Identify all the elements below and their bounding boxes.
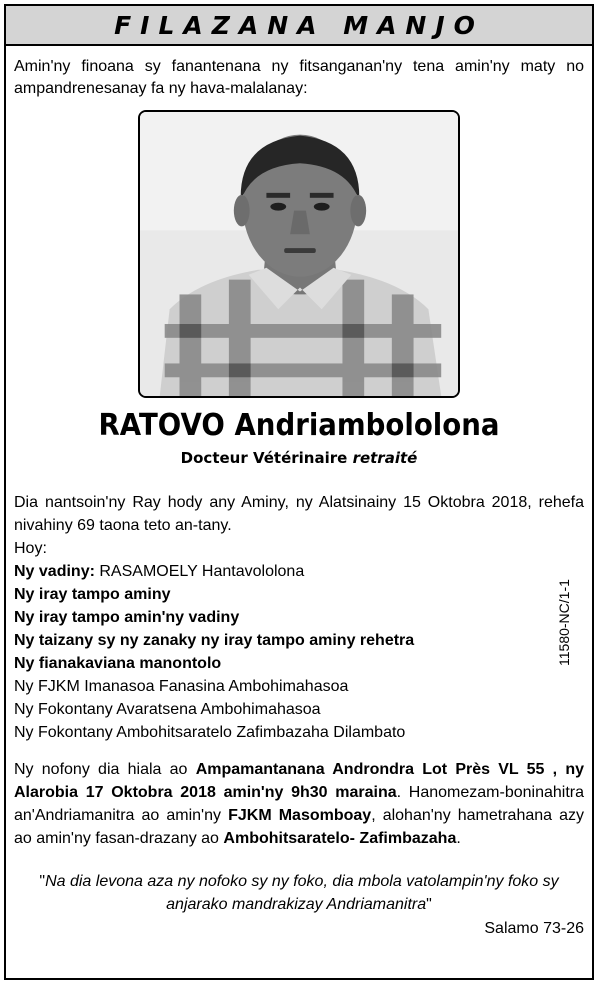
spouse-line bbox=[14, 560, 584, 583]
banner-title: FILAZANA MANJO bbox=[114, 10, 484, 40]
portrait-illustration bbox=[140, 112, 458, 396]
reference-code bbox=[556, 626, 576, 666]
funeral-text-2: . Hanomezam-boninahitra an'Andriamanitra ao amin'ny bbox=[14, 784, 585, 824]
funeral-text-1: Ny nofony dia hiala ao bbox=[14, 761, 196, 778]
title-profession: Docteur Vétérinaire bbox=[180, 449, 348, 467]
community-line: Ny Fokontany Avaratsena Ambohimahasoa bbox=[14, 701, 321, 718]
deceased-name: RATOVO Andriambololona bbox=[98, 408, 500, 443]
obituary-notice bbox=[4, 4, 594, 980]
quote-source: Salamo 73-26 bbox=[484, 920, 584, 937]
spouse-label: Ny vadiny: bbox=[14, 563, 95, 580]
deceased-title bbox=[6, 449, 592, 467]
hoy-label: Hoy: bbox=[14, 540, 47, 557]
family-line: Ny iray tampo amin'ny vadiny bbox=[14, 609, 240, 626]
notice-body bbox=[14, 491, 584, 850]
quote-close: " bbox=[426, 896, 432, 913]
intro-text: Amin'ny finoana sy fanantenana ny fitsanganan'ny tena amin'ny maty no ampandrenesanay fa ny hava-malalanay: bbox=[14, 58, 584, 97]
funeral-text-3: , alohan'ny hametrahana azy ao amin'ny fasan-drazany ao bbox=[14, 807, 585, 847]
community-line: Ny Fokontany Ambohitsaratelo Zafimbazaha Dilambato bbox=[14, 724, 406, 741]
funeral-text-4: . bbox=[456, 830, 461, 847]
funeral-place: Ampamantanana Androndra Lot Près VL 55 , ny Alarobia 17 Oktobra 2018 amin'ny 9h30 maraina bbox=[14, 761, 585, 801]
funeral-church: FJKM Masomboay bbox=[228, 807, 372, 824]
community-line: Ny FJKM Imanasoa Fanasina Ambohimahasoa bbox=[14, 678, 349, 695]
quote-text: Na dia levona aza ny nofoko sy ny foko, dia mbola vatolampin'ny foko sy anjarako mandrakizay Andriamanitra bbox=[45, 873, 559, 913]
spouse-name: RASAMOELY Hantavololona bbox=[99, 563, 305, 580]
quote-open: " bbox=[39, 873, 46, 890]
family-line: Ny fianakaviana manontolo bbox=[14, 655, 222, 672]
announcement-text: Dia nantsoin'ny Ray hody any Aminy, ny Alatsinainy 15 Oktobra 2018, rehefa nivahiny 69 taona teto an-tany. bbox=[14, 494, 584, 534]
funeral-details bbox=[14, 758, 584, 850]
bible-quote bbox=[34, 870, 564, 916]
family-line: Ny taizany sy ny zanaky ny iray tampo aminy rehetra bbox=[14, 632, 415, 649]
family-line: Ny iray tampo aminy bbox=[14, 586, 171, 603]
banner bbox=[6, 6, 592, 46]
burial-place: Ambohitsaratelo- Zafimbazaha bbox=[223, 830, 457, 847]
title-status: retraité bbox=[352, 449, 418, 467]
portrait-photo bbox=[138, 110, 460, 398]
